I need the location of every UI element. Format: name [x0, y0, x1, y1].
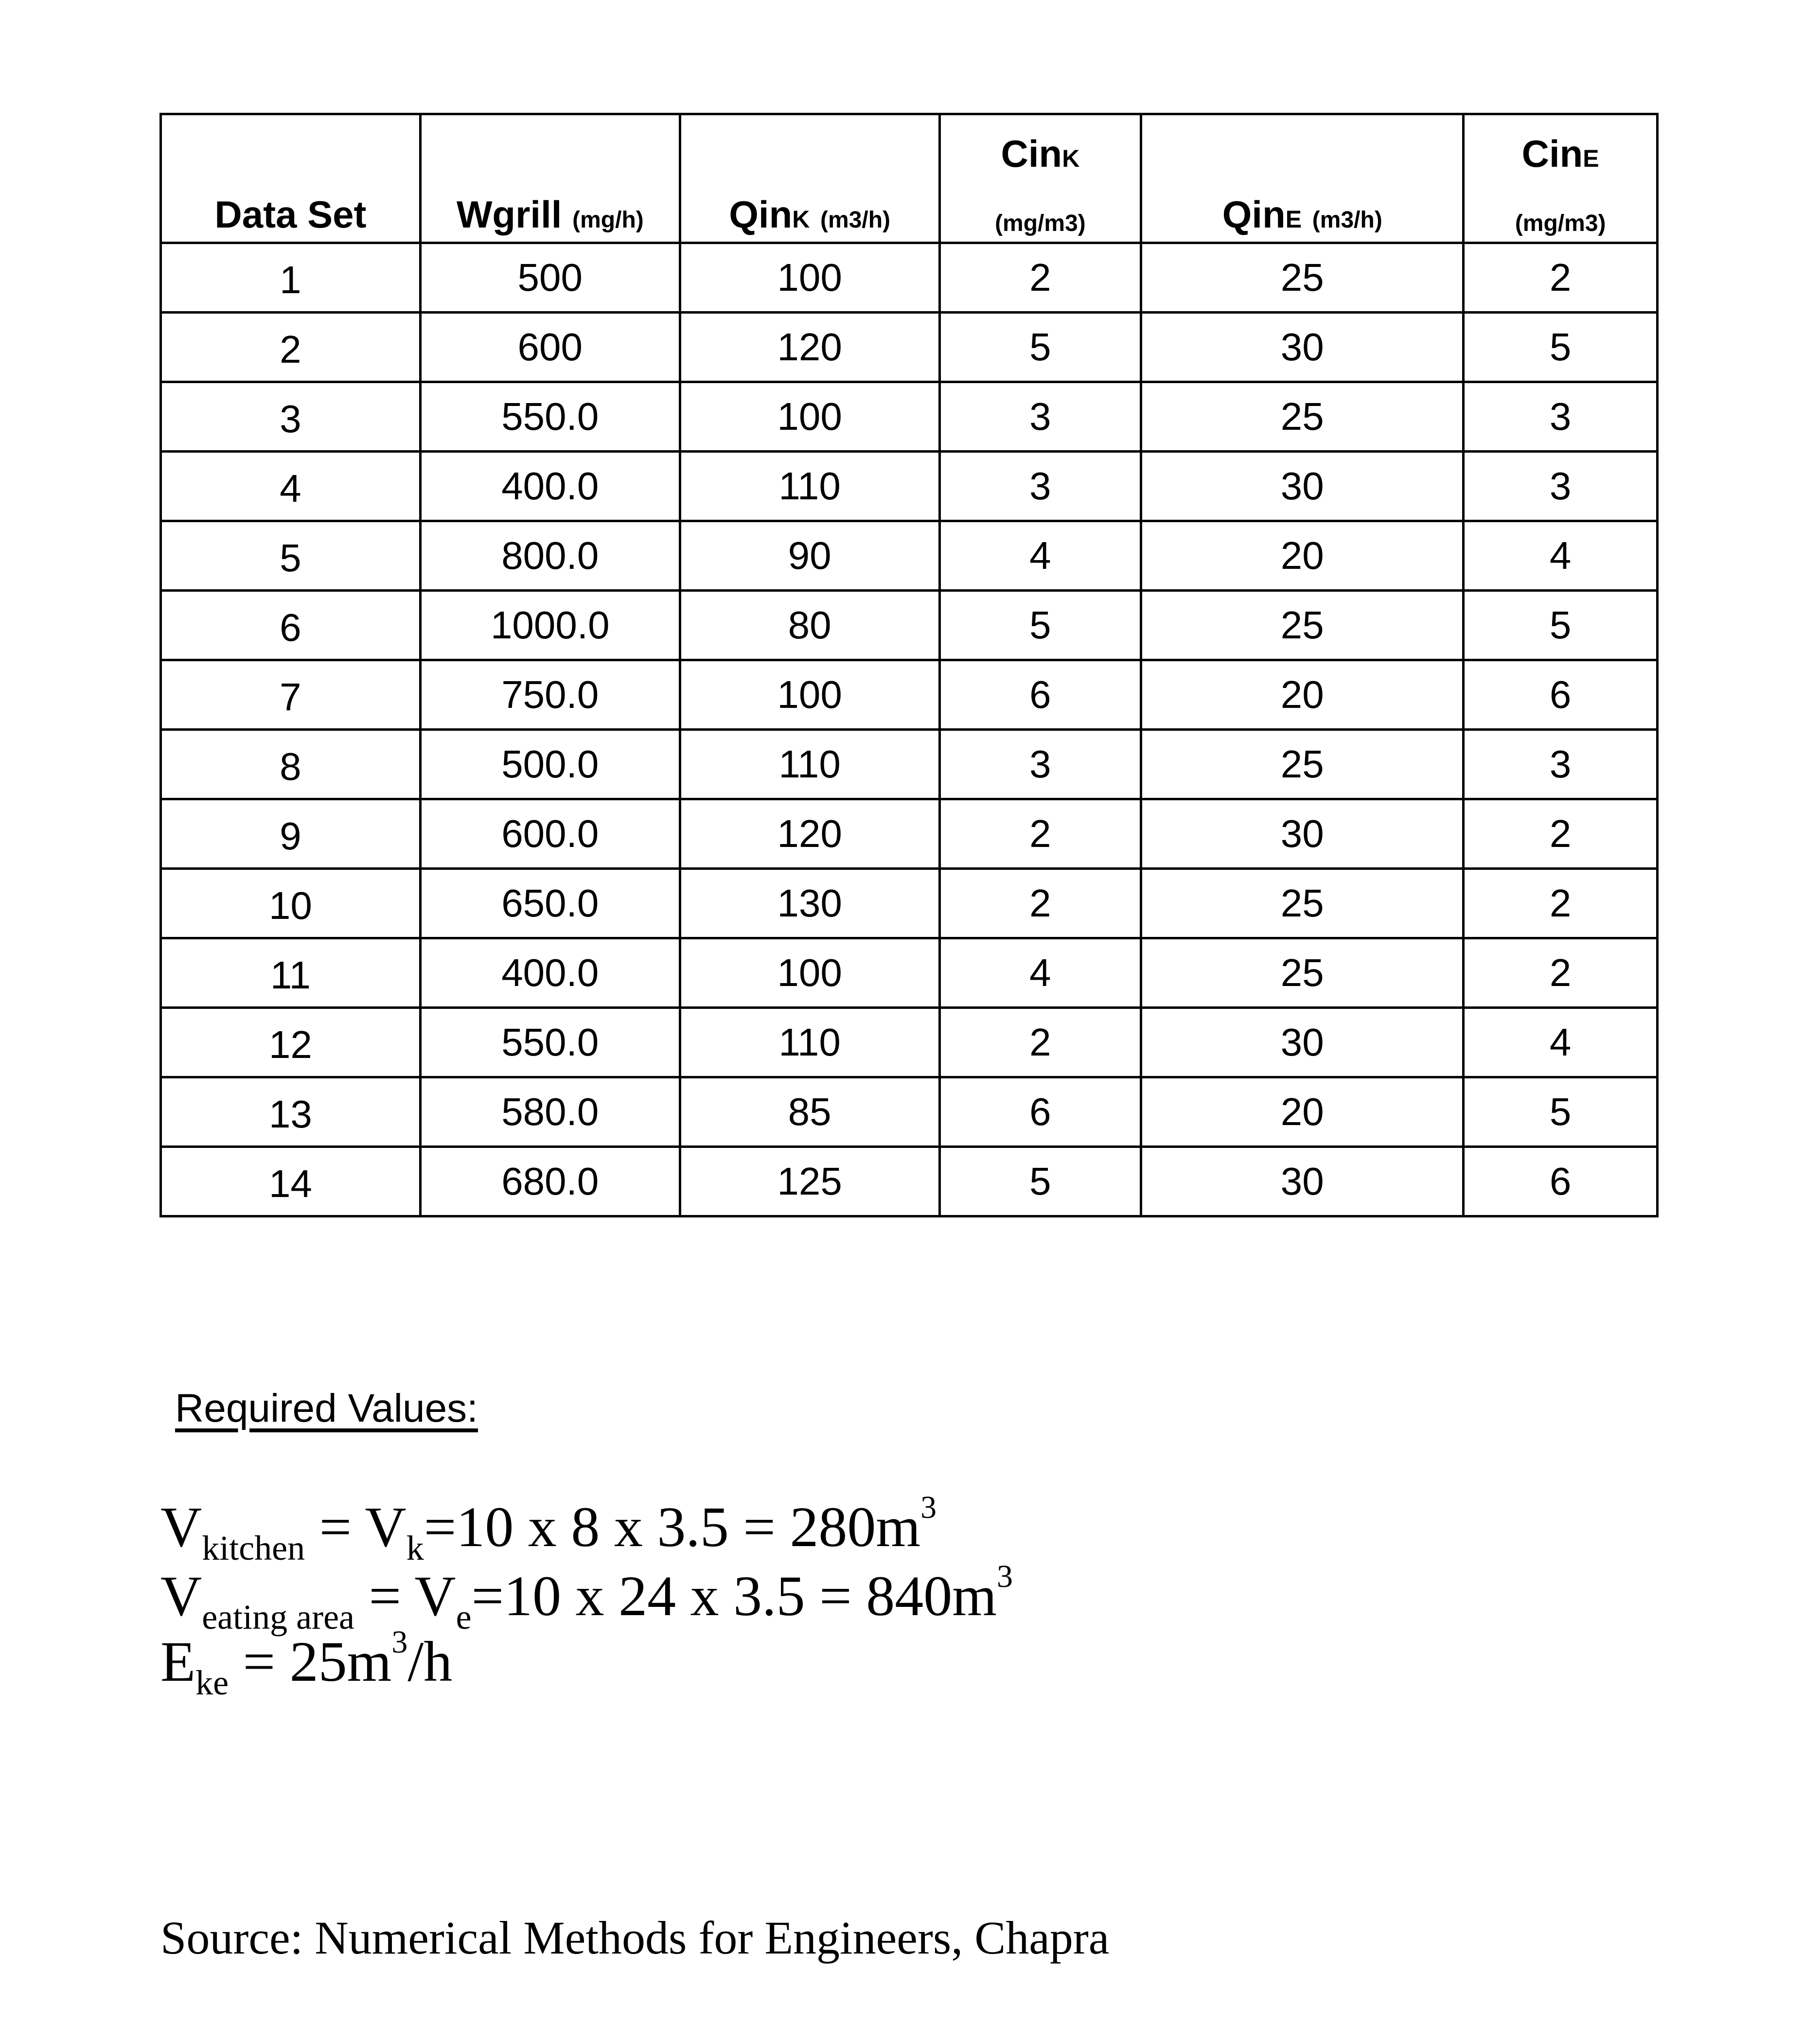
cell-cine: 3: [1464, 452, 1658, 521]
table-body: [161, 243, 1658, 1216]
cell-cink: 5: [939, 313, 1141, 382]
cell-qine: 30: [1141, 799, 1464, 869]
header-cink: CinK (mg/m3): [939, 114, 1141, 243]
cell-cine: 2: [1464, 243, 1658, 313]
cell-cine: 2: [1464, 869, 1658, 938]
cell-wgrill: 400.0: [420, 938, 680, 1008]
cell-cink: 4: [939, 938, 1141, 1008]
cell-qink: 110: [680, 730, 939, 799]
cell-cine: 5: [1464, 591, 1658, 660]
equation-kitchen-volume: $V_{kitchen} = V_k=10$ x 8 x $3.5 = 280m^3$: [160, 1490, 937, 1567]
cell-wgrill: 680.0: [420, 1147, 680, 1216]
cell-wgrill: 1000.0: [420, 591, 680, 660]
cell-qine: 20: [1141, 660, 1464, 730]
cell-cink: 6: [939, 1077, 1141, 1147]
cell-data-set: 13: [161, 1077, 421, 1147]
cell-qine: 30: [1141, 452, 1464, 521]
cell-qink: 90: [680, 521, 939, 591]
header-qink: QinK (m3/h): [680, 114, 939, 243]
header-qine: QinE (m3/h): [1141, 114, 1464, 243]
table-row: [161, 1147, 1658, 1216]
cell-data-set: 3: [161, 382, 421, 452]
cell-qink: 80: [680, 591, 939, 660]
cell-data-set: 4: [161, 452, 421, 521]
cell-cine: 5: [1464, 313, 1658, 382]
header-cine: CinE (mg/m3): [1464, 114, 1658, 243]
cell-data-set: 10: [161, 869, 421, 938]
cell-wgrill: 750.0: [420, 660, 680, 730]
cell-data-set: 1: [161, 243, 421, 313]
table-row: [161, 869, 1658, 938]
cell-qink: 85: [680, 1077, 939, 1147]
cell-data-set: 12: [161, 1008, 421, 1077]
table-row: [161, 313, 1658, 382]
equation-exchange-rate: $E_{ke} = 25m^3/h$: [160, 1624, 453, 1702]
cell-data-set: 11: [161, 938, 421, 1008]
cell-wgrill: 580.0: [420, 1077, 680, 1147]
cell-cink: 3: [939, 382, 1141, 452]
cell-cine: 6: [1464, 1147, 1658, 1216]
cell-wgrill: 500.0: [420, 730, 680, 799]
cell-qink: 120: [680, 799, 939, 869]
cell-cink: 2: [939, 869, 1141, 938]
cell-wgrill: 600.0: [420, 799, 680, 869]
cell-qink: 100: [680, 660, 939, 730]
cell-cink: 2: [939, 799, 1141, 869]
cell-cine: 3: [1464, 382, 1658, 452]
cell-cink: 2: [939, 1008, 1141, 1077]
header-data-set: Data Set: [161, 114, 421, 243]
cell-wgrill: 550.0: [420, 1008, 680, 1077]
table-row: [161, 243, 1658, 313]
cell-wgrill: 550.0: [420, 382, 680, 452]
required-values-heading: Required Values:: [175, 1386, 478, 1430]
table-row: [161, 799, 1658, 869]
cell-cink: 4: [939, 521, 1141, 591]
cell-data-set: 9: [161, 799, 421, 869]
cell-qine: 30: [1141, 1147, 1464, 1216]
cell-qine: 30: [1141, 313, 1464, 382]
cell-qine: 30: [1141, 1008, 1464, 1077]
cell-cink: 3: [939, 730, 1141, 799]
cell-cine: 5: [1464, 1077, 1658, 1147]
cell-cink: 5: [939, 1147, 1141, 1216]
equation-eating-area-volume: $V_{eating area} = V_e=10$ x 24 x $3.5 = 840m^3$: [160, 1559, 1013, 1637]
cell-qink: 110: [680, 452, 939, 521]
header-wgrill: Wgrill (mg/h): [420, 114, 680, 243]
cell-wgrill: 650.0: [420, 869, 680, 938]
cell-cink: 2: [939, 243, 1141, 313]
table-row: [161, 1008, 1658, 1077]
table-row: [161, 521, 1658, 591]
cell-cink: 5: [939, 591, 1141, 660]
cell-qine: 20: [1141, 521, 1464, 591]
cell-wgrill: 400.0: [420, 452, 680, 521]
cell-qine: 20: [1141, 1077, 1464, 1147]
cell-qink: 125: [680, 1147, 939, 1216]
cell-data-set: 6: [161, 591, 421, 660]
cell-qink: 110: [680, 1008, 939, 1077]
cell-data-set: 2: [161, 313, 421, 382]
table-row: [161, 382, 1658, 452]
cell-qink: 100: [680, 382, 939, 452]
table-row: [161, 591, 1658, 660]
cell-wgrill: 800.0: [420, 521, 680, 591]
source-citation: Source: Numerical Methods for Engineers, Chapra: [160, 1912, 1110, 1964]
data-table: [159, 113, 1659, 1217]
cell-qine: 25: [1141, 243, 1464, 313]
cell-cine: 4: [1464, 521, 1658, 591]
cell-cine: 6: [1464, 660, 1658, 730]
table-row: [161, 1077, 1658, 1147]
cell-cink: 3: [939, 452, 1141, 521]
header-row: [161, 114, 1658, 243]
cell-qink: 120: [680, 313, 939, 382]
cell-wgrill: 600: [420, 313, 680, 382]
cell-cink: 6: [939, 660, 1141, 730]
cell-qine: 25: [1141, 938, 1464, 1008]
cell-qink: 130: [680, 869, 939, 938]
cell-data-set: 14: [161, 1147, 421, 1216]
cell-qine: 25: [1141, 591, 1464, 660]
cell-qine: 25: [1141, 730, 1464, 799]
cell-qink: 100: [680, 938, 939, 1008]
cell-data-set: 7: [161, 660, 421, 730]
table-row: [161, 660, 1658, 730]
cell-cine: 2: [1464, 938, 1658, 1008]
table-row: [161, 730, 1658, 799]
cell-qine: 25: [1141, 869, 1464, 938]
cell-data-set: 5: [161, 521, 421, 591]
cell-cine: 2: [1464, 799, 1658, 869]
table-row: [161, 938, 1658, 1008]
cell-cine: 4: [1464, 1008, 1658, 1077]
cell-cine: 3: [1464, 730, 1658, 799]
cell-qine: 25: [1141, 382, 1464, 452]
cell-qink: 100: [680, 243, 939, 313]
cell-data-set: 8: [161, 730, 421, 799]
cell-wgrill: 500: [420, 243, 680, 313]
table-row: [161, 452, 1658, 521]
